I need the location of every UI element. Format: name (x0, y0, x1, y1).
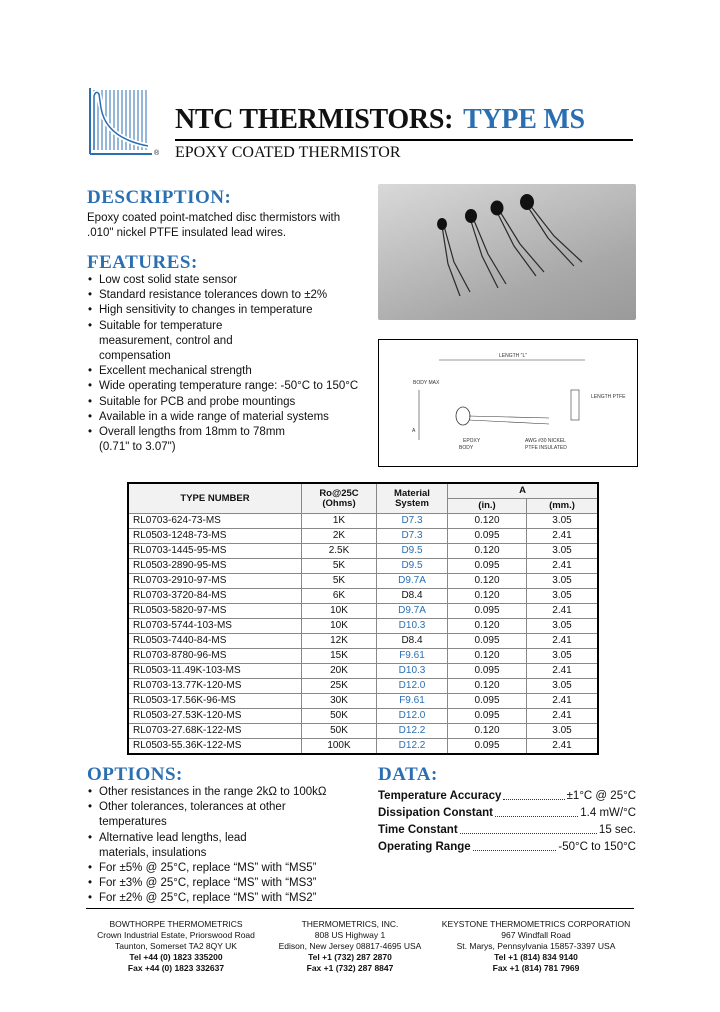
dim-in-cell: 0.120 (448, 724, 527, 739)
dim-in-cell: 0.120 (448, 514, 527, 529)
list-item: • Suitable for PCB and probe mountings (88, 395, 373, 410)
dim-mm-cell: 2.41 (527, 634, 599, 649)
material-cell: D12.0 (377, 709, 448, 724)
type-number-cell: RL0503-5820-97-MS (128, 604, 302, 619)
data-label: Temperature Accuracy (378, 790, 502, 802)
header-in: (in.) (448, 499, 527, 514)
resistance-cell: 20K (302, 664, 377, 679)
dim-in-cell: 0.095 (448, 709, 527, 724)
phone: Tel +1 (732) 287 2870 (308, 952, 392, 962)
resistance-cell: 5K (302, 559, 377, 574)
dim-in-cell: 0.095 (448, 634, 527, 649)
type-number-cell: RL0503-17.56K-96-MS (128, 694, 302, 709)
material-cell: F9.61 (377, 694, 448, 709)
company-name: THERMOMETRICS, INC. (301, 919, 399, 929)
table-row (128, 574, 598, 589)
header-type-number: TYPE NUMBER (128, 483, 302, 514)
table-row (128, 529, 598, 544)
resistance-cell: 12K (302, 634, 377, 649)
type-number-cell: RL0503-11.49K-103-MS (128, 664, 302, 679)
table-row (128, 589, 598, 604)
fax: Fax +1 (732) 287 8847 (306, 963, 394, 973)
company-logo (86, 88, 158, 162)
material-cell: D8.4 (377, 589, 448, 604)
table-row (128, 679, 598, 694)
dim-mm-cell: 3.05 (527, 574, 599, 589)
resistance-cell: 6K (302, 589, 377, 604)
label-awg: AWG #30 NICKEL (525, 438, 566, 444)
resistance-cell: 2.5K (302, 544, 377, 559)
dim-mm-cell: 3.05 (527, 679, 599, 694)
dim-mm-cell: 3.05 (527, 649, 599, 664)
type-number-cell: RL0703-3720-84-MS (128, 589, 302, 604)
dim-in-cell: 0.095 (448, 529, 527, 544)
dot-leader (495, 805, 578, 817)
type-number-cell: RL0703-1445-95-MS (128, 544, 302, 559)
list-item: • Other resistances in the range 2kΩ to 100kΩ (88, 785, 350, 800)
footer-rule (86, 908, 634, 909)
table-row (128, 619, 598, 634)
type-number-cell: RL0703-624-73-MS (128, 514, 302, 529)
table-row (128, 694, 598, 709)
material-cell: D12.2 (377, 739, 448, 755)
type-number-cell: RL0703-27.68K-122-MS (128, 724, 302, 739)
list-item: • Suitable for temperature measurement, control and compensation (88, 319, 299, 365)
list-item: • Excellent mechanical strength (88, 364, 373, 379)
type-number-cell: RL0503-2890-95-MS (128, 559, 302, 574)
title-rule (175, 139, 633, 141)
resistance-cell: 25K (302, 679, 377, 694)
dim-in-cell: 0.120 (448, 649, 527, 664)
dim-in-cell: 0.120 (448, 589, 527, 604)
material-cell: F9.61 (377, 649, 448, 664)
dim-in-cell: 0.120 (448, 679, 527, 694)
header-material-system: System (395, 497, 429, 509)
data-label: Time Constant (378, 824, 458, 836)
features-heading: FEATURES: (87, 252, 198, 273)
dimension-diagram (378, 339, 638, 467)
header-ro-label: Ro@25C (319, 487, 359, 499)
header-a: A (448, 483, 599, 499)
page-subtitle: EPOXY COATED THERMISTOR (175, 144, 401, 161)
resistance-cell: 2K (302, 529, 377, 544)
list-item: • Standard resistance tolerances down to ±2% (88, 288, 373, 303)
material-cell: D8.4 (377, 634, 448, 649)
address-line: 808 US Highway 1 (314, 930, 386, 940)
data-row-accuracy (378, 788, 636, 804)
material-cell: D10.3 (377, 619, 448, 634)
dot-leader (473, 839, 557, 851)
type-number-cell: RL0703-2910-97-MS (128, 574, 302, 589)
registered-mark: ® (154, 150, 160, 157)
table-header-row (128, 483, 598, 499)
table-row (128, 604, 598, 619)
dim-in-cell: 0.095 (448, 694, 527, 709)
list-item: • Low cost solid state sensor (88, 273, 373, 288)
table-row (128, 634, 598, 649)
label-body-max: BODY MAX (413, 380, 440, 386)
list-item: • Available in a wide range of material systems (88, 410, 373, 425)
label-epoxy: EPOXY (463, 438, 481, 444)
dim-in-cell: 0.095 (448, 604, 527, 619)
resistance-cell: 1K (302, 514, 377, 529)
material-cell: D12.0 (377, 679, 448, 694)
fax: Fax +1 (814) 781 7969 (492, 963, 580, 973)
list-item: • Wide operating temperature range: -50°C to 150°C (88, 379, 373, 394)
data-value: 15 sec. (598, 824, 636, 836)
list-item: • High sensitivity to changes in temperature (88, 303, 373, 318)
dot-leader (503, 788, 564, 800)
table-row (128, 514, 598, 529)
dim-mm-cell: 3.05 (527, 589, 599, 604)
table-row (128, 739, 598, 755)
label-a: A (412, 428, 416, 434)
data-heading: DATA: (378, 764, 438, 785)
dim-in-cell: 0.095 (448, 664, 527, 679)
data-row-operating-range (378, 839, 636, 855)
address-line: Taunton, Somerset TA2 8QY UK (115, 941, 237, 951)
type-number-cell: RL0503-7440-84-MS (128, 634, 302, 649)
material-cell: D9.7A (377, 574, 448, 589)
dim-mm-cell: 2.41 (527, 694, 599, 709)
material-cell: D9.5 (377, 559, 448, 574)
data-value: ±1°C @ 25°C (566, 790, 636, 802)
address-line: Crown Industrial Estate, Priorswood Road (97, 930, 255, 940)
material-cell: D12.2 (377, 724, 448, 739)
type-number-cell: RL0503-1248-73-MS (128, 529, 302, 544)
list-item: • For ±5% @ 25°C, replace “MS” with “MS5” (88, 861, 350, 876)
header-ro (302, 483, 377, 514)
list-item: • For ±2% @ 25°C, replace “MS” with “MS2” (88, 891, 350, 906)
type-number-cell: RL0503-27.53K-120-MS (128, 709, 302, 724)
dim-mm-cell: 2.41 (527, 664, 599, 679)
options-heading: OPTIONS: (87, 764, 183, 785)
description-text: Epoxy coated point-matched disc thermistors with .010" nickel PTFE insulated lead wires. (87, 212, 341, 239)
type-number-cell: RL0703-8780-96-MS (128, 649, 302, 664)
data-value: -50°C to 150°C (558, 841, 636, 853)
list-item: • Other tolerances, tolerances at other temperatures (88, 800, 299, 830)
title-accent: TYPE MS (463, 104, 585, 135)
material-cell: D9.7A (377, 604, 448, 619)
data-row-dissipation (378, 805, 636, 821)
label-length-ptfe: LENGTH PTFE (591, 394, 626, 400)
dim-mm-cell: 3.05 (527, 544, 599, 559)
phone: Tel +1 (814) 834 9140 (494, 952, 578, 962)
table-row (128, 709, 598, 724)
dim-mm-cell: 2.41 (527, 529, 599, 544)
options-list (88, 785, 350, 907)
footer-address-nj (270, 919, 430, 974)
table-row (128, 559, 598, 574)
table-row (128, 724, 598, 739)
description-heading: DESCRIPTION: (87, 187, 232, 208)
data-label: Operating Range (378, 841, 471, 853)
resistance-cell: 15K (302, 649, 377, 664)
label-ptfe: PTFE INSULATED (525, 445, 567, 451)
dim-in-cell: 0.095 (448, 739, 527, 755)
material-cell: D7.3 (377, 514, 448, 529)
dim-mm-cell: 3.05 (527, 619, 599, 634)
label-body: BODY (459, 445, 474, 451)
resistance-cell: 5K (302, 574, 377, 589)
address-line: 967 Windfall Road (501, 930, 571, 940)
header-mm: (mm.) (527, 499, 599, 514)
page-title (175, 104, 585, 136)
material-cell: D9.5 (377, 544, 448, 559)
features-list (88, 273, 373, 455)
type-number-cell: RL0703-5744-103-MS (128, 619, 302, 634)
dim-in-cell: 0.095 (448, 559, 527, 574)
footer-address-pa (434, 919, 638, 974)
dim-mm-cell: 2.41 (527, 709, 599, 724)
table-row (128, 649, 598, 664)
type-number-cell: RL0703-13.77K-120-MS (128, 679, 302, 694)
footer-address-uk (86, 919, 266, 974)
material-cell: D7.3 (377, 529, 448, 544)
header-material (377, 483, 448, 514)
company-name: KEYSTONE THERMOMETRICS CORPORATION (441, 919, 631, 929)
list-item: • Alternative lead lengths, lead materials, insulations (88, 831, 299, 861)
dim-in-cell: 0.120 (448, 619, 527, 634)
resistance-cell: 50K (302, 709, 377, 724)
company-name: BOWTHORPE THERMOMETRICS (109, 919, 243, 929)
resistance-cell: 30K (302, 694, 377, 709)
fax: Fax +44 (0) 1823 332637 (127, 963, 225, 973)
resistance-cell: 10K (302, 619, 377, 634)
table-row (128, 664, 598, 679)
dim-in-cell: 0.120 (448, 574, 527, 589)
type-number-cell: RL0503-55.36K-122-MS (128, 739, 302, 755)
list-item: • Overall lengths from 18mm to 78mm (0.71" to 3.07") (88, 425, 299, 455)
dim-mm-cell: 2.41 (527, 559, 599, 574)
dim-mm-cell: 3.05 (527, 514, 599, 529)
address-line: St. Marys, Pennsylvania 15857-3397 USA (456, 941, 616, 951)
table-row (128, 544, 598, 559)
address-line: Edison, New Jersey 08817-4695 USA (278, 941, 422, 951)
material-cell: D10.3 (377, 664, 448, 679)
phone: Tel +44 (0) 1823 335200 (129, 952, 223, 962)
data-value: 1.4 mW/°C (580, 807, 636, 819)
dim-in-cell: 0.120 (448, 544, 527, 559)
label-length: LENGTH "L" (499, 353, 528, 359)
product-photo (378, 184, 636, 320)
dim-mm-cell: 2.41 (527, 604, 599, 619)
dim-mm-cell: 3.05 (527, 724, 599, 739)
spec-table (127, 482, 599, 755)
dim-mm-cell: 2.41 (527, 739, 599, 755)
dot-leader (460, 822, 597, 834)
resistance-cell: 50K (302, 724, 377, 739)
header-ro-unit: (Ohms) (322, 497, 356, 509)
header-material-label: Material (394, 487, 430, 499)
title-main: NTC THERMISTORS: (175, 104, 454, 135)
data-row-time-constant (378, 822, 636, 838)
list-item: • For ±3% @ 25°C, replace “MS” with “MS3” (88, 876, 350, 891)
resistance-cell: 10K (302, 604, 377, 619)
data-label: Dissipation Constant (378, 807, 494, 819)
resistance-cell: 100K (302, 739, 377, 755)
spec-table-body (128, 514, 598, 755)
